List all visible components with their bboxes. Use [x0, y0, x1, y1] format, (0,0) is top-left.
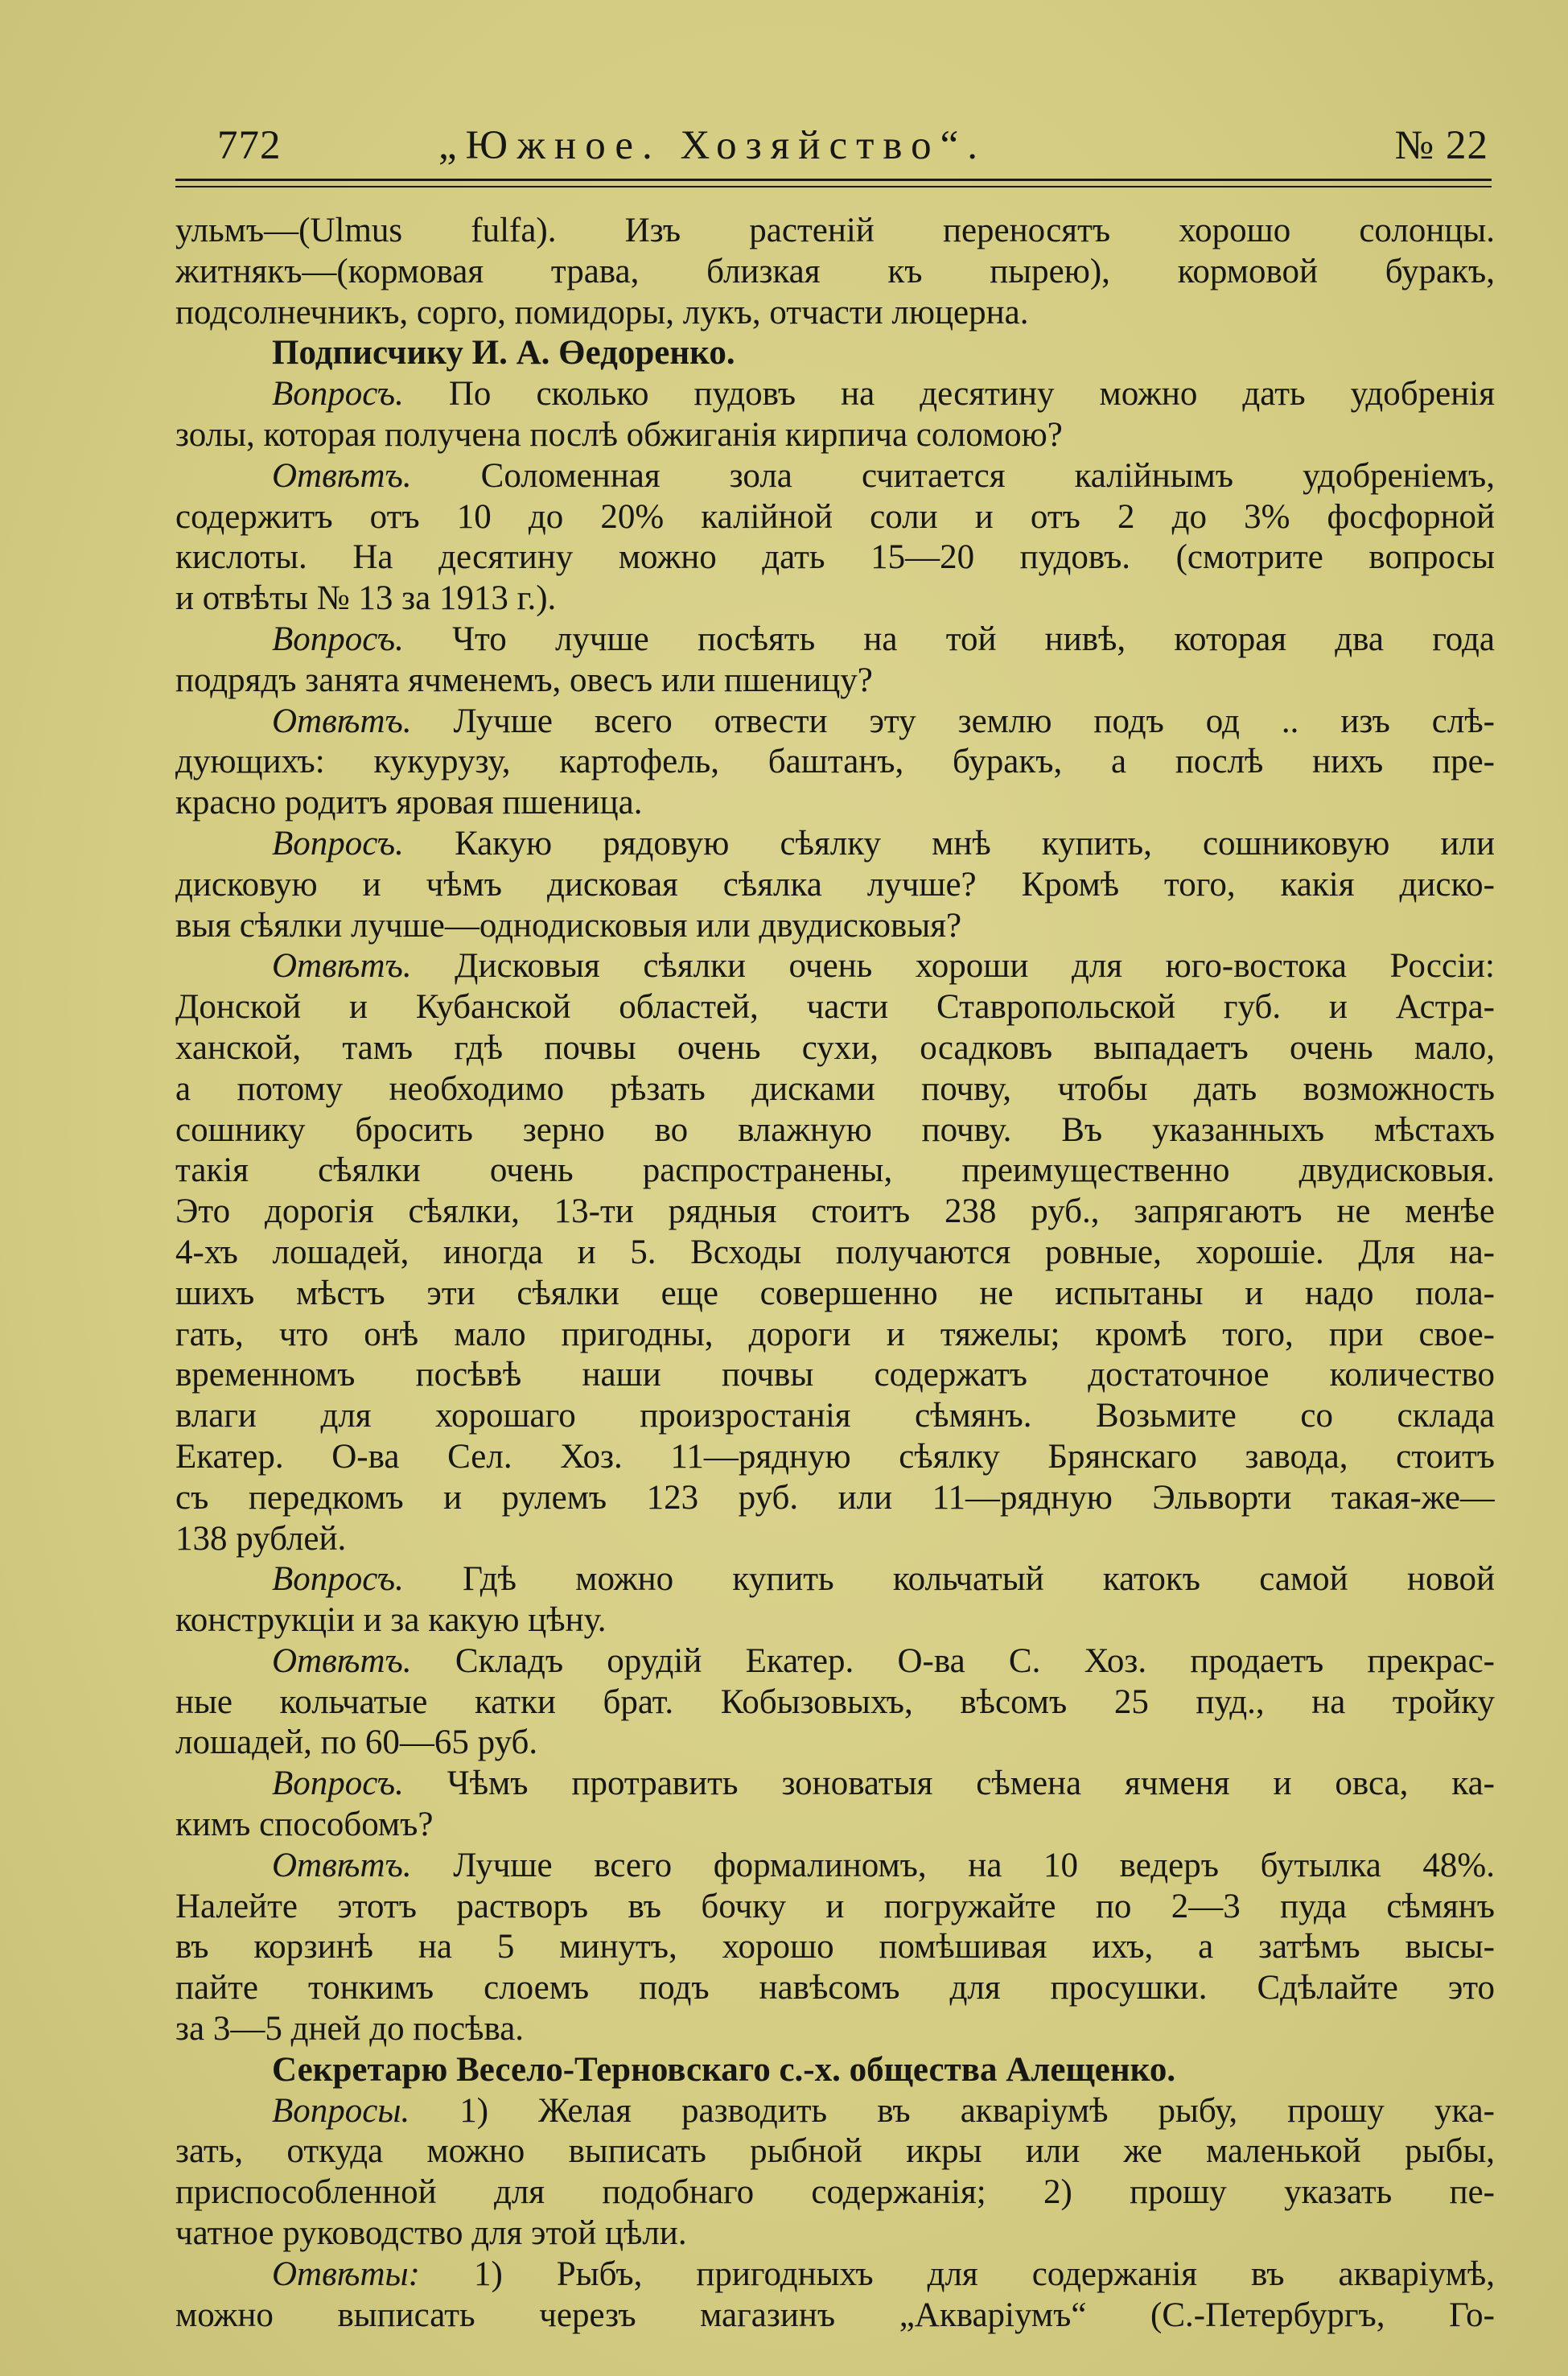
- text-line: [175, 2296, 1495, 2337]
- text-line: [175, 1519, 1495, 1560]
- text-line: [175, 1192, 1495, 1233]
- page-number: 772: [217, 123, 282, 168]
- line-lead-label: Отвѣтъ.: [272, 1846, 412, 1884]
- text-line: [175, 2213, 1495, 2255]
- line-text: золы, которая получена послѣ обжиганія кирпича соломою?: [175, 415, 1063, 454]
- line-text: Подписчику И. А. Өедоренко.: [272, 334, 735, 373]
- line-text: выя сѣялки лучше—однодисковыя или двудисковыя?: [175, 906, 962, 945]
- text-line: [175, 415, 1495, 456]
- text-line: [175, 824, 1495, 865]
- text-line: [175, 620, 1495, 661]
- line-text: сошнику бросить зерно во влажную почву. Въ указанныхъ мѣстахъ: [175, 1110, 1495, 1149]
- line-lead-label: Отвѣты:: [272, 2255, 420, 2293]
- text-line: [175, 374, 1495, 415]
- text-line: [175, 1600, 1495, 1641]
- text-line: [175, 1478, 1495, 1519]
- line-lead-label: Вопросъ.: [272, 620, 404, 658]
- line-text: Донской и Кубанской областей, части Ставропольской губ. и Астра-: [175, 988, 1495, 1027]
- line-text: ханской, тамъ гдѣ почвы очень сухи, осадковъ выпадаетъ очень мало,: [175, 1028, 1495, 1067]
- line-text: приспособленной для подобнаго содержанія; 2) прошу указать пе-: [175, 2173, 1495, 2212]
- line-text: Соломенная зола считается калійнымъ удобреніемъ,: [411, 456, 1495, 495]
- section-heading: [175, 333, 1495, 374]
- text-line: [175, 1028, 1495, 1069]
- line-text: кислоты. На десятину можно дать 15—20 пудовъ. (смотрите вопросы: [175, 538, 1495, 577]
- line-text: зать, откуда можно выписать рыбной икры или же маленькой рыбы,: [175, 2132, 1495, 2171]
- line-text: Складъ орудій Екатер. О-ва С. Хоз. продаетъ прекрас-: [411, 1641, 1495, 1680]
- text-line: [175, 987, 1495, 1028]
- text-line: [175, 865, 1495, 906]
- text-line: [175, 497, 1495, 538]
- text-line: [175, 1437, 1495, 1478]
- line-text: влаги для хорошаго произростанія сѣмянъ. Возьмите со склада: [175, 1397, 1495, 1435]
- line-text: Секретарю Весело-Терновскаго с.-х. общества Алещенко.: [272, 2050, 1176, 2089]
- header-rule-thin: [175, 186, 1492, 187]
- text-line: [175, 661, 1495, 702]
- line-lead-label: Отвѣтъ.: [272, 456, 412, 495]
- text-line: [175, 906, 1495, 947]
- text-line: [175, 2009, 1495, 2050]
- text-line: [175, 1274, 1495, 1315]
- line-lead-label: Вопросы.: [272, 2091, 410, 2130]
- text-line: [175, 1069, 1495, 1110]
- line-text: 1) Рыбъ, пригодныхъ для содержанія въ акваріумѣ,: [419, 2255, 1495, 2293]
- line-text: ные кольчатые катки брат. Кобызовыхъ, вѣсомъ 25 пуд., на тройку: [175, 1682, 1495, 1721]
- text-line: [175, 1355, 1495, 1396]
- line-text: съ передкомъ и рулемъ 123 руб. или 11—рядную Эльворти такая-же—: [175, 1478, 1495, 1517]
- line-text: житнякъ—(кормовая трава, близкая къ пырею), кормовой буракъ,: [175, 252, 1495, 290]
- text-line: [175, 579, 1495, 620]
- section-heading: [175, 2050, 1495, 2091]
- text-line: [175, 1887, 1495, 1928]
- line-text: дующихъ: кукурузу, картофель, баштанъ, буракъ, а послѣ нихъ пре-: [175, 743, 1495, 781]
- line-text: кимъ способомъ?: [175, 1806, 434, 1844]
- text-line: [175, 1641, 1495, 1682]
- text-line: [175, 293, 1495, 334]
- line-lead-label: Вопросъ.: [272, 824, 404, 863]
- line-text: Чѣмъ протравить зоноватыя сѣмена ячменя и овса, ка-: [403, 1764, 1495, 1803]
- issue-number: № 22: [1394, 123, 1488, 168]
- text-line: [175, 783, 1495, 824]
- text-line: [175, 1846, 1495, 1887]
- line-text: лошадей, по 60—65 руб.: [175, 1723, 538, 1762]
- text-line: [175, 1151, 1495, 1192]
- line-lead-label: Вопросъ.: [272, 1764, 404, 1803]
- text-line: [175, 1233, 1495, 1274]
- article-body: [175, 211, 1495, 2336]
- text-line: [175, 1764, 1495, 1805]
- line-text: временномъ посѣвѣ наши почвы содержатъ достаточное количество: [175, 1356, 1495, 1394]
- line-text: чатное руководство для этой цѣли.: [175, 2214, 687, 2253]
- text-line: [175, 211, 1495, 252]
- text-line: [175, 2172, 1495, 2213]
- line-text: Это дорогія сѣялки, 13-ти рядныя стоитъ 238 руб., запрягаютъ не менѣе: [175, 1192, 1495, 1231]
- line-text: Екатер. О-ва Сел. Хоз. 11—рядную сѣялку Брянскаго завода, стоитъ: [175, 1437, 1495, 1476]
- text-line: [175, 1968, 1495, 2009]
- line-lead-label: Отвѣтъ.: [272, 1641, 412, 1680]
- line-text: пайте тонкимъ слоемъ подъ навѣсомъ для просушки. Сдѣлайте это: [175, 1969, 1495, 2007]
- text-line: [175, 742, 1495, 783]
- text-line: [175, 537, 1495, 579]
- line-lead-label: Отвѣтъ.: [272, 702, 412, 740]
- text-line: [175, 1682, 1495, 1723]
- text-line: [175, 252, 1495, 293]
- line-text: гать, что онѣ мало пригодны, дороги и тяжелы; кромѣ того, при свое-: [175, 1315, 1495, 1353]
- text-line: [175, 1559, 1495, 1600]
- line-text: ульмъ—(Ulmus fulfa). Изъ растеній переносятъ хорошо солонцы.: [175, 212, 1495, 249]
- line-text: Какую рядовую сѣялку мнѣ купить, сошниковую или: [403, 824, 1495, 863]
- text-line: [175, 1110, 1495, 1151]
- line-text: Лучше всего формалиномъ, на 10 ведеръ бутылка 48%.: [411, 1846, 1495, 1884]
- line-text: Дисковыя сѣялки очень хороши для юго-востока Россіи:: [411, 947, 1495, 986]
- text-line: [175, 2255, 1495, 2296]
- text-line: [175, 2131, 1495, 2172]
- line-text: а потому необходимо рѣзать дисками почву, чтобы дать возможность: [175, 1069, 1495, 1108]
- line-text: подрядъ занята ячменемъ, овесъ или пшеницу?: [175, 661, 873, 699]
- text-line: [175, 1805, 1495, 1846]
- text-line: [175, 1723, 1495, 1764]
- journal-title: „Южное. Хозяйство“.: [438, 123, 987, 168]
- line-lead-label: Отвѣтъ.: [272, 947, 412, 986]
- line-text: содержитъ отъ 10 до 20% калійной соли и отъ 2 до 3% фосфорной: [175, 497, 1495, 536]
- line-text: 4-хъ лошадей, иногда и 5. Всходы получаются ровные, хорошіе. Для на-: [175, 1233, 1495, 1271]
- line-text: такія сѣялки очень распространены, преимущественно двудисковыя.: [175, 1151, 1495, 1190]
- line-text: 1) Желая разводить въ акваріумѣ рыбу, прошу ука-: [409, 2091, 1495, 2130]
- line-text: можно выписать черезъ магазинъ „Акваріумъ“ (С.-Петербургъ, Го-: [175, 2296, 1495, 2334]
- line-text: красно родитъ яровая пшеница.: [175, 784, 643, 822]
- text-line: [175, 1315, 1495, 1356]
- line-text: По сколько пудовъ на десятину можно дать удобренія: [403, 375, 1495, 414]
- text-line: [175, 1927, 1495, 1968]
- line-text: подсолнечникъ, сорго, помидоры, лукъ, отчасти люцерна.: [175, 293, 1029, 331]
- line-text: шихъ мѣстъ эти сѣялки еще совершенно не испытаны и надо пола-: [175, 1274, 1495, 1312]
- line-text: Что лучше посѣять на той нивѣ, которая два года: [403, 620, 1495, 658]
- line-text: и отвѣты № 13 за 1913 г.).: [175, 579, 557, 618]
- page-header: [177, 122, 1488, 179]
- line-text: Лучше всего отвести эту землю подъ од .. изъ слѣ-: [411, 702, 1495, 740]
- line-text: 138 рублей.: [175, 1519, 347, 1558]
- line-text: въ корзинѣ на 5 минутъ, хорошо помѣшивая ихъ, а затѣмъ высы-: [175, 1928, 1495, 1966]
- line-text: за 3—5 дней до посѣва.: [175, 2010, 525, 2049]
- header-rule-thick: [175, 179, 1492, 181]
- line-lead-label: Вопросъ.: [272, 375, 404, 414]
- text-line: [175, 1396, 1495, 1437]
- line-text: конструкціи и за какую цѣну.: [175, 1601, 607, 1640]
- text-line: [175, 946, 1495, 987]
- line-text: дисковую и чѣмъ дисковая сѣялка лучше? Кромѣ того, какія диско-: [175, 865, 1495, 904]
- line-text: Налейте этотъ растворъ въ бочку и погружайте по 2—3 пуда сѣмянъ: [175, 1887, 1495, 1925]
- text-line: [175, 702, 1495, 743]
- text-line: [175, 456, 1495, 497]
- text-line: [175, 2091, 1495, 2132]
- line-text: Гдѣ можно купить кольчатый катокъ самой новой: [403, 1560, 1495, 1599]
- line-lead-label: Вопросъ.: [272, 1560, 404, 1599]
